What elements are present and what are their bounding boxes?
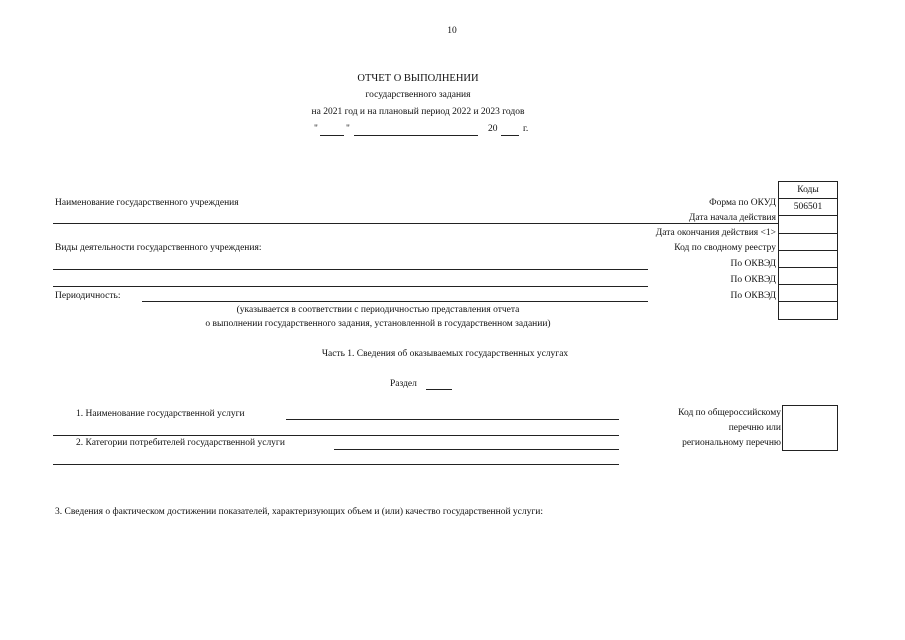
code-end-date-value[interactable] bbox=[779, 233, 838, 250]
periodicity-note-1: (указывается в соответствии с периодичностью представления отчета bbox=[236, 305, 520, 315]
service-name-line[interactable] bbox=[286, 419, 619, 420]
service-name-label: 1. Наименование государственной услуги bbox=[76, 409, 245, 419]
activity-label: Виды деятельности государственного учреждения: bbox=[55, 243, 262, 253]
registry-code-label-2: перечню или bbox=[728, 423, 781, 433]
report-title: ОТЧЕТ О ВЫПОЛНЕНИИ bbox=[357, 73, 479, 84]
registry-code-label-3: региональному перечню bbox=[682, 438, 781, 448]
codes-header: Коды bbox=[779, 182, 838, 199]
report-subtitle: государственного задания bbox=[365, 90, 471, 100]
page-number: 10 bbox=[447, 26, 457, 36]
code-okud-value[interactable]: 506501 bbox=[779, 199, 838, 216]
part-title: Часть 1. Сведения об оказываемых государственных услугах bbox=[321, 349, 569, 359]
date-day-line[interactable] bbox=[320, 135, 344, 136]
code-label-end-date: Дата окончания действия <1> bbox=[655, 228, 776, 238]
date-year-prefix: 20 bbox=[488, 124, 498, 134]
periodicity-note-2: о выполнении государственного задания, установленной в государственном задании) bbox=[205, 319, 551, 329]
code-label-okud: Форма по ОКУД bbox=[709, 198, 776, 208]
code-label-okved-2: По ОКВЭД bbox=[730, 275, 776, 285]
report-period: на 2021 год и на плановый период 2022 и 2023 годов bbox=[311, 107, 525, 117]
indicators-label: 3. Сведения о фактическом достижении показателей, характеризующих объем и (или) качество государственной услуги: bbox=[55, 507, 544, 517]
date-quote-open: " bbox=[314, 124, 318, 134]
date-g: г. bbox=[523, 124, 529, 134]
registry-code-label-1: Код по общероссийскому bbox=[678, 408, 781, 418]
consumers-line-2[interactable] bbox=[53, 464, 619, 465]
code-okved-2-value[interactable] bbox=[779, 285, 838, 302]
activity-line-2[interactable] bbox=[53, 286, 648, 287]
code-label-okved-1: По ОКВЭД bbox=[730, 259, 776, 269]
date-month-line[interactable] bbox=[354, 135, 478, 136]
consumers-line[interactable] bbox=[334, 449, 619, 450]
periodicity-line[interactable] bbox=[142, 301, 648, 302]
code-okved-3-value[interactable] bbox=[779, 302, 838, 319]
activity-line-1[interactable] bbox=[53, 269, 648, 270]
registry-code-box[interactable] bbox=[782, 405, 838, 451]
code-label-start-date: Дата начала действия bbox=[688, 213, 776, 223]
service-name-line-2[interactable] bbox=[53, 435, 619, 436]
code-label-okved-3: По ОКВЭД bbox=[730, 291, 776, 301]
code-okved-1-value[interactable] bbox=[779, 267, 838, 284]
date-year-line[interactable] bbox=[501, 135, 519, 136]
code-label-registry: Код по сводному реестру bbox=[674, 243, 776, 253]
code-registry-value[interactable] bbox=[779, 250, 838, 267]
consumers-label: 2. Категории потребителей государственной услуги bbox=[76, 438, 285, 448]
codes-table bbox=[778, 181, 838, 320]
periodicity-label: Периодичность: bbox=[55, 291, 121, 301]
code-start-date-value[interactable] bbox=[779, 216, 838, 233]
date-quote-close: " bbox=[346, 124, 350, 134]
section-number-line[interactable] bbox=[426, 389, 452, 390]
section-label: Раздел bbox=[390, 379, 417, 389]
institution-name-label: Наименование государственного учреждения bbox=[55, 198, 239, 208]
